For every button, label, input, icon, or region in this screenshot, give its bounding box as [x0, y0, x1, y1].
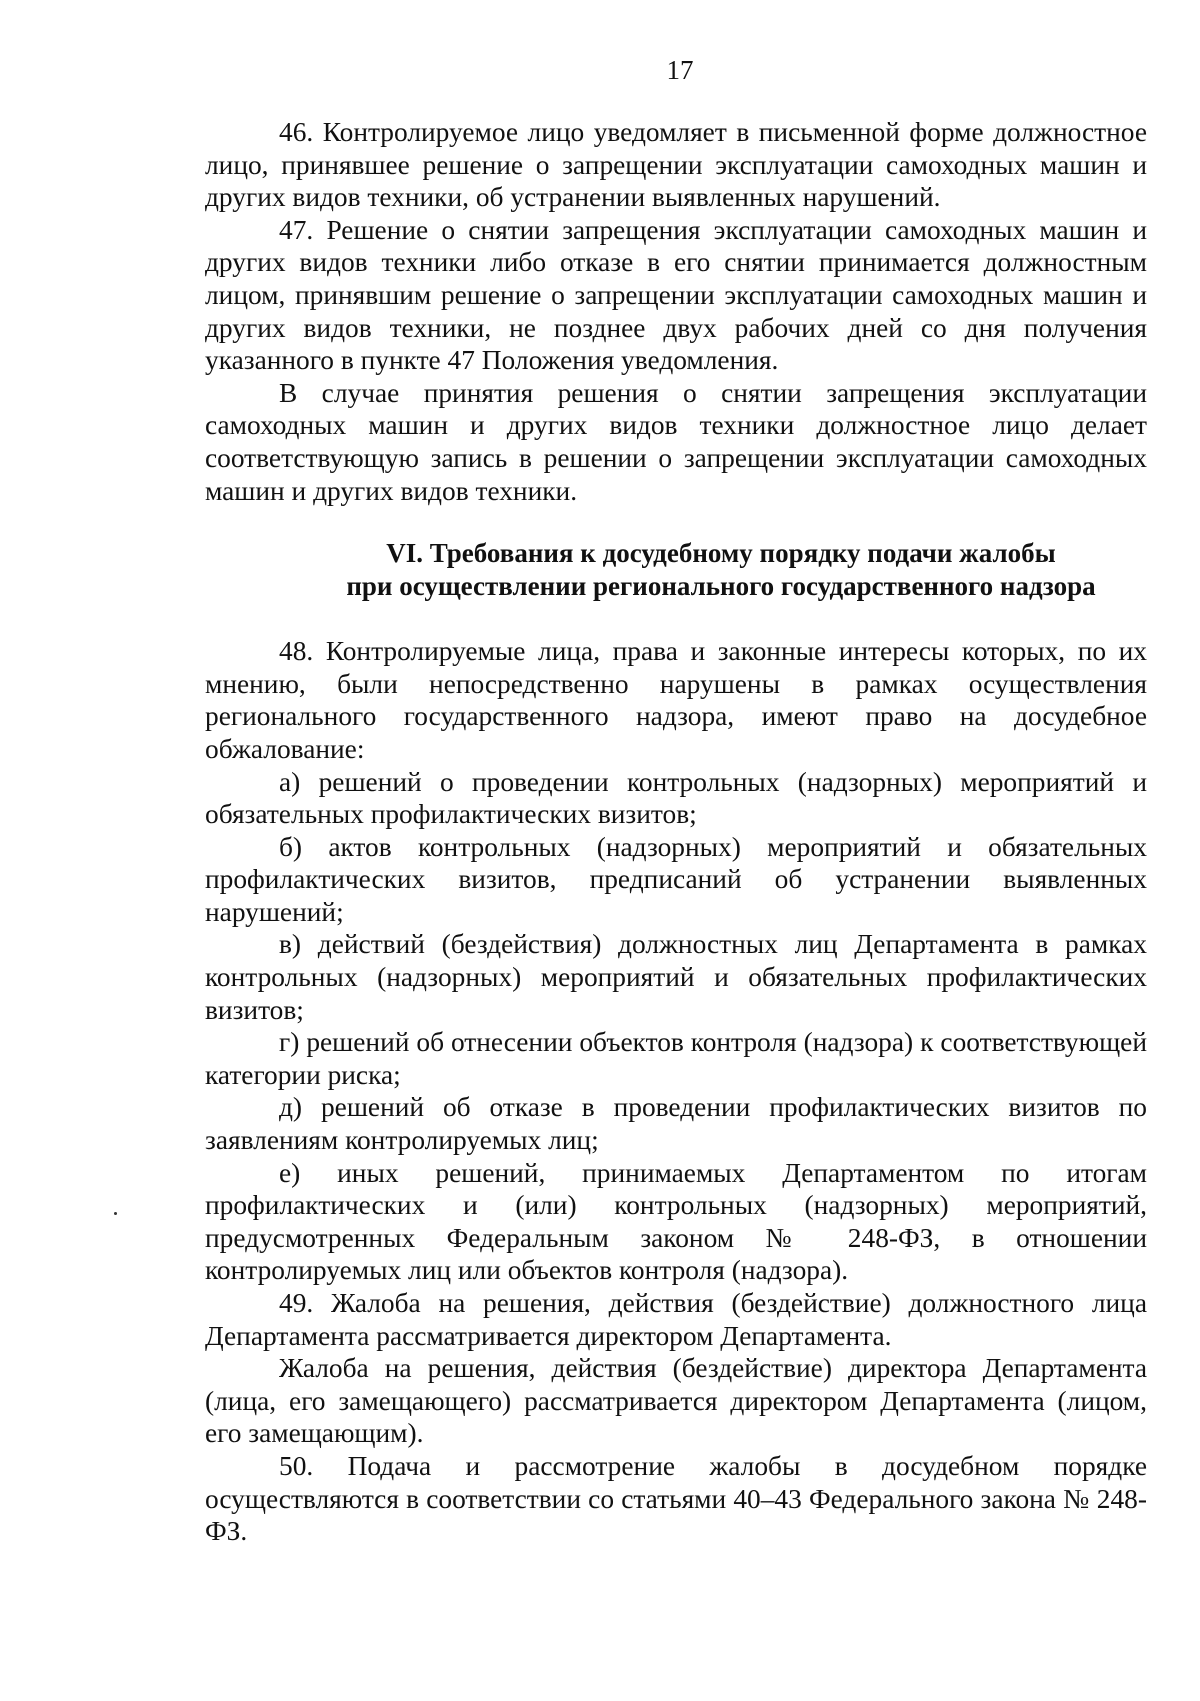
paragraph-49-continued: Жалоба на решения, действия (бездействие) директора Департамента (лица, его замещающего) рассматривается директором Департамента (лицом, его замещающим).: [205, 1353, 1147, 1449]
list-item-g: г) решений об отнесении объектов контроля (надзора) к соответствующей категории риска;: [205, 1027, 1147, 1090]
document-body: [205, 116, 1147, 1548]
list-item-v: в) действий (бездействия) должностных лиц Департамента в рамках контрольных (надзорных) мероприятий и обязательных профилактических визитов;: [205, 929, 1147, 1025]
list-item-b: б) актов контрольных (надзорных) мероприятий и обязательных профилактических визитов, предписаний об устранении выявленных нарушений;: [205, 831, 1147, 927]
paragraph-46: 46. Контролируемое лицо уведомляет в письменной форме должностное лицо, принявшее решение о запрещении эксплуатации самоходных машин и других видов техники, об устранении выявленных нарушений.: [205, 117, 1147, 213]
paragraph-47-continued: В случае принятия решения о снятии запрещения эксплуатации самоходных машин и других видов техники должностное лицо делает соответствующую запись в решении о запрещении эксплуатации самоходных машин и других видов техники.: [205, 377, 1147, 506]
scan-speck: [114, 1212, 117, 1215]
list-item-d: д) решений об отказе в проведении профилактических визитов по заявлениям контролируемых лиц;: [205, 1092, 1147, 1156]
paragraph-50: 50. Подача и рассмотрение жалобы в досудебном порядке осуществляются в соответствии со статьями 40–43 Федерального закона № 248-ФЗ.: [205, 1450, 1147, 1547]
paragraph-49: 49. Жалоба на решения, действия (бездействие) должностного лица Департамента рассматривается директором Департамента.: [205, 1288, 1147, 1351]
paragraph-48: 48. Контролируемые лица, права и законные интересы которых, по их мнению, были непосредственно нарушены в рамках осуществления регионального государственного надзора, имеют право на досудебное обжалование:: [205, 636, 1147, 764]
section-heading-line-2: при осуществлении регионального государственного надзора: [346, 571, 1096, 602]
paragraph-47: 47. Решение о снятии запрещения эксплуатации самоходных машин и других видов техники либо отказе в его снятии принимается должностным лицом, принявшим решение о запрещении эксплуатации самоходных машин и других видов техники, не позднее двух рабочих дней со дня получения указанного в пункте 47 Положения уведомления.: [205, 214, 1147, 376]
page-number: 17: [666, 55, 694, 85]
list-item-a: а) решений о проведении контрольных (надзорных) мероприятий и обязательных профилактических визитов;: [205, 766, 1147, 830]
list-item-e: е) иных решений, принимаемых Департаментом по итогам профилактических и (или) контрольных (надзорных) мероприятий, предусмотренных Федеральным законом № 248-ФЗ, в отношении контролируемых лиц или объектов контроля (надзора).: [205, 1157, 1147, 1286]
section-heading: [205, 537, 1147, 603]
section-heading-line-1: VI. Требования к досудебному порядку подачи жалобы: [386, 538, 1056, 569]
